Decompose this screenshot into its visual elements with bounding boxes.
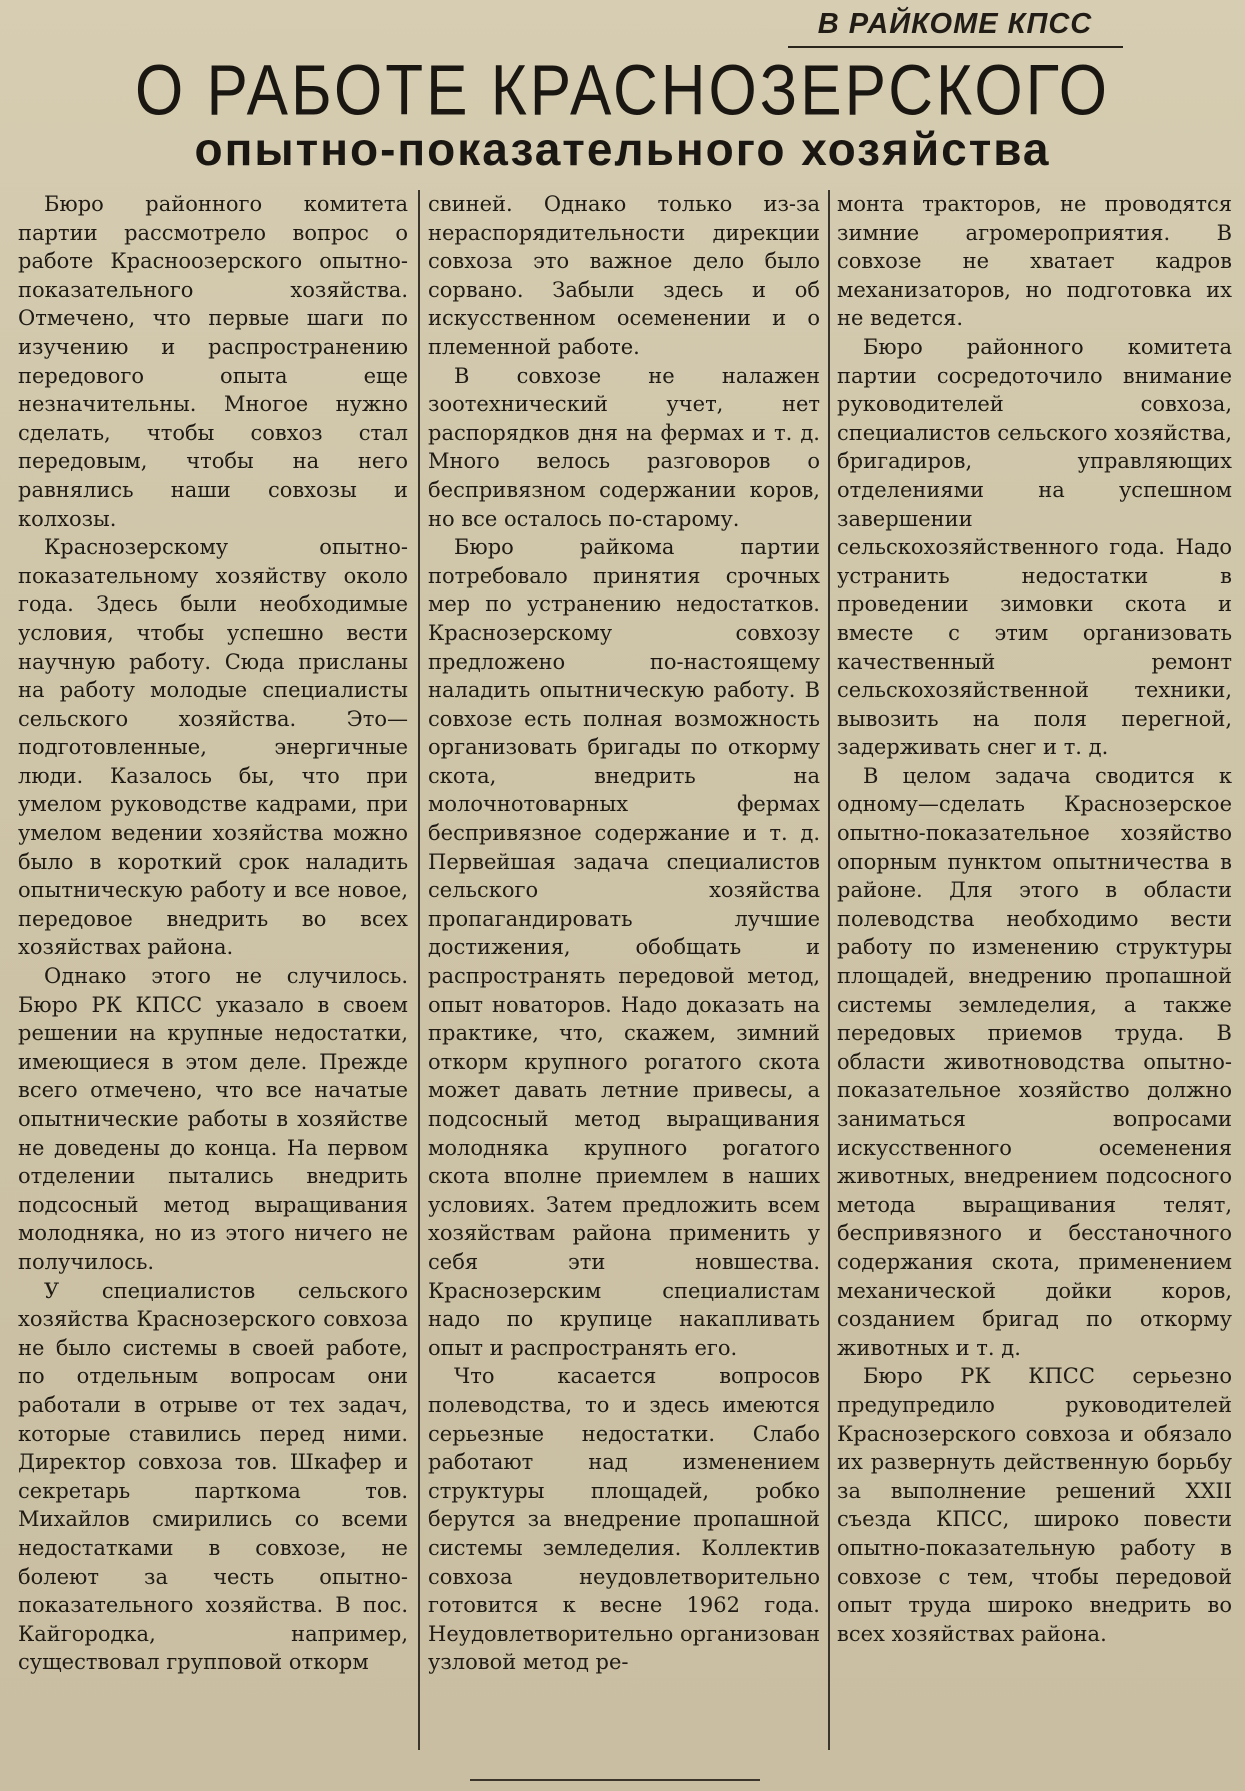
paragraph: В целом задача сводится к одному—сделать Краснозерское опытно-показательное хозяйство опорным пунктом опытничества в районе. Для этого в области полеводства необходимо вести работу по изменению структуры площадей, внедрению пропашной системы земледелия, а также передовых приемов труда. В области животноводства опытно-показательное хозяйство должно заниматься вопросами искусственного осеменения животных, внедрением подсосного метода выращивания телят, беспривязного и бесстаночного содержания скота, применением механической дойки коров, созданием бригад по откорму животных и т. д. [837, 763, 1232, 1360]
paragraph: свиней. Однако только из-за нераспорядительности дирекции совхоза это важное дело было сорвано. Забыли здесь и об искусственном осеменении и о племенной работе. [428, 192, 820, 359]
paragraph: Краснозерскому опытно-показательному хозяйству около года. Здесь были необходимые условия, чтобы успешно вести научную работу. Сюда присланы на работу молодые специалисты сельского хозяйства. Это—подготовленные, энергичные люди. Казалось бы, что при умелом руководстве кадрами, при умелом ведении хозяйства можно было в короткий срок наладить опытническую работу и все новое, передовое внедрить во всех хозяйствах района. [18, 535, 408, 960]
paragraph: Бюро райкома партии потребовало принятия срочных мер по устранению недостатков. Краснозерскому совхозу предложено по-настоящему наладить опытническую работу. В совхозе есть полная возможность организовать бригады по откорму скота, внедрить на молочнотоварных фермах беспривязное содержание и т. д. Первейшая задача специалистов сельского хозяйства пропагандировать лучшие достижения, обобщать и распространять передовой метод, опыт новаторов. Надо доказать на практике, что, скажем, зимний откорм крупного рогатого скота может давать летние привесы, а подсосный метод выращивания молодняка крупного рогатого скота вполне приемлем в наших условиях. Затем предложить всем хозяйствам района применить у себя эти новшества. Краснозерским специалистам надо по крупице накапливать опыт и распространять его. [428, 535, 820, 1360]
paragraph: Бюро районного комитета партии сосредоточило внимание руководителей совхоза, специалистов сельского хозяйства, бригадиров, управляющих отделениями на успешном завершении сельскохозяйственного года. Надо устранить недостатки в проведении зимовки скота и вместе с этим организовать качественный ремонт сельскохозяйственной техники, вывозить на поля перегной, задерживать снег и т. д. [837, 334, 1232, 760]
paragraph: Бюро районного комитета партии рассмотрело вопрос о работе Красноозерского опытно-показательного хозяйства. Отмечено, что первые шаги по изучению и распространению передового опыта еще незначительны. Многое нужно сделать, чтобы совхоз стал передовым, чтобы на него равнялись наши совхозы и колхозы. [18, 192, 408, 531]
rubric-underline [788, 46, 1123, 48]
section-rubric: В РАЙКОМЕ КПСС [817, 8, 1093, 40]
end-rule [470, 1779, 760, 1781]
paragraph: У специалистов сельского хозяйства Краснозерского совхоза не было системы в своей работе, по отдельным вопросам они работали в отрыве от тех задач, которые ставились перед ними. Директор совхоза тов. Шкафер и секретарь парткома тов. Михайлов смирились со всеми недостатками в совхозе, не болеют за честь опытно-показательного хозяйства. В пос. Кайгородка, например, существовал групповой откорм [18, 1278, 408, 1675]
column-divider [828, 190, 830, 1750]
article-column-2 [428, 190, 820, 1770]
paragraph: Однако этого не случилось. Бюро РК КПСС указало в своем решении на крупные недостатки, имеющиеся в этом деле. Прежде всего отмечено, что все начатые опытнические работы в хозяйстве не доведены до конца. На первом отделении пытались внедрить подсосный метод выращивания молодняка, но из этого ничего не получилось. [18, 964, 408, 1274]
headline-sub: опытно-показательного хозяйства [194, 123, 1051, 175]
article-column-3 [837, 190, 1232, 1770]
column-divider [418, 190, 420, 1750]
article-column-1 [18, 190, 408, 1770]
paragraph: В совхозе не налажен зоотехнический учет, нет распорядков дня на фермах и т. д. Много велось разговоров о беспривязном содержании коров, но все осталось по-старому. [428, 363, 820, 531]
headline-main: О РАБОТЕ КРАСНОЗЕРСКОГО [135, 51, 1110, 131]
paragraph: монта тракторов, не проводятся зимние агромероприятия. В совхозе не хватает кадров механизаторов, но подготовка их не ведется. [837, 192, 1232, 331]
paragraph: Что касается вопросов полеводства, то и здесь имеются серьезные недостатки. Слабо работают над изменением структуры площадей, робко берутся за внедрение пропашной системы земледелия. Коллектив совхоза неудовлетворительно готовится к весне 1962 года. Неудовлетворительно организован узловой метод ре- [428, 1364, 820, 1675]
paragraph: Бюро РК КПСС серьезно предупредило руководителей Краснозерского совхоза и обязало их развернуть действенную борьбу за выполнение решений XXII съезда КПСС, широко повести опытно-показательную работу в совхозе с тем, чтобы передовой опыт труда широко внедрить во всех хозяйствах района. [837, 1364, 1232, 1646]
